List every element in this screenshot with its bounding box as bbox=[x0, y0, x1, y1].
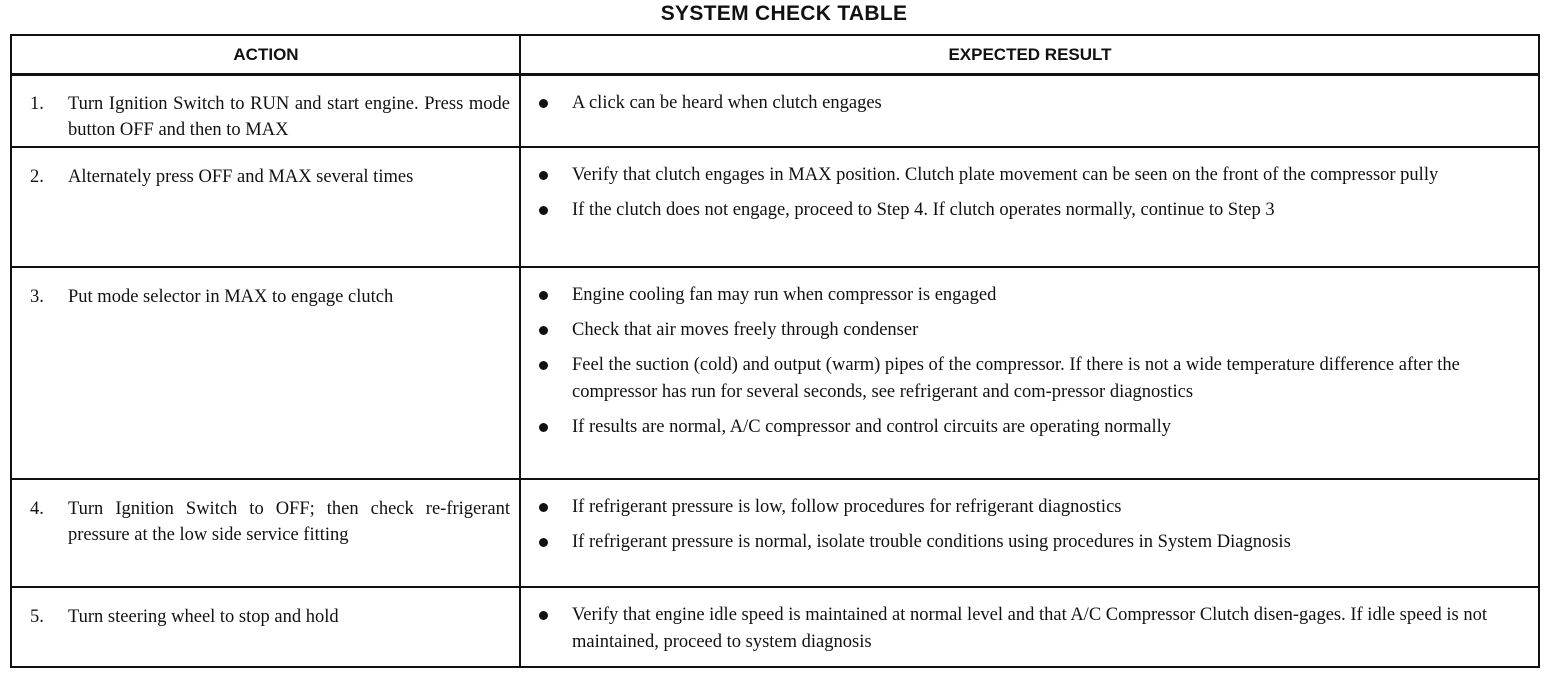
action-cell bbox=[30, 604, 510, 630]
result-cell bbox=[538, 162, 1526, 232]
result-bullet: Engine cooling fan may run when compressor is engaged bbox=[538, 282, 1526, 309]
step-number: 5. bbox=[30, 607, 44, 627]
result-bullet: Check that air moves freely through condenser bbox=[538, 317, 1526, 344]
result-bullet: Feel the suction (cold) and output (warm) pipes of the compressor. If there is not a wide temperature difference after the compressor has run for several seconds, see refrigerant and com-pressor diagnostics bbox=[538, 352, 1526, 406]
table-title: SYSTEM CHECK TABLE bbox=[660, 2, 908, 25]
result-cell bbox=[538, 282, 1526, 449]
table-row bbox=[12, 268, 1538, 480]
action-text: Turn Ignition Switch to OFF; then check re-frigerant pressure at the low side service fitting bbox=[68, 499, 510, 545]
action-text: Turn steering wheel to stop and hold bbox=[68, 607, 339, 627]
result-bullet: If refrigerant pressure is normal, isolate trouble conditions using procedures in System Diagnosis bbox=[538, 529, 1526, 556]
step-number: 2. bbox=[30, 167, 44, 187]
result-bullet: If the clutch does not engage, proceed to Step 4. If clutch operates normally, continue to Step 3 bbox=[538, 197, 1526, 224]
table-row bbox=[12, 588, 1538, 668]
action-text: Put mode selector in MAX to engage clutch bbox=[68, 287, 394, 307]
result-cell bbox=[538, 494, 1526, 564]
action-cell bbox=[30, 284, 510, 310]
result-bullet: Verify that engine idle speed is maintained at normal level and that A/C Compressor Clutch disen-gages. If idle speed is not maintained, proceed to system diagnosis bbox=[538, 602, 1526, 656]
header-action: ACTION bbox=[233, 45, 299, 64]
result-bullet: A click can be heard when clutch engages bbox=[538, 90, 1526, 117]
step-number: 1. bbox=[30, 94, 44, 114]
action-text: Alternately press OFF and MAX several times bbox=[68, 167, 414, 187]
action-cell bbox=[30, 496, 510, 548]
result-cell bbox=[538, 602, 1526, 664]
table-row bbox=[12, 148, 1538, 268]
system-check-table bbox=[10, 34, 1540, 668]
result-bullet: If refrigerant pressure is low, follow procedures for refrigerant diagnostics bbox=[538, 494, 1526, 521]
action-text: Turn Ignition Switch to RUN and start engine. Press mode button OFF and then to MAX bbox=[68, 94, 510, 140]
result-bullet: If results are normal, A/C compressor and control circuits are operating normally bbox=[538, 414, 1526, 441]
action-cell bbox=[30, 91, 510, 143]
header-expected-result: EXPECTED RESULT bbox=[948, 45, 1112, 64]
table-header bbox=[12, 36, 1538, 76]
step-number: 4. bbox=[30, 499, 44, 519]
result-bullet: Verify that clutch engages in MAX position. Clutch plate movement can be seen on the front of the compressor pully bbox=[538, 162, 1526, 189]
result-cell bbox=[538, 90, 1526, 125]
action-cell bbox=[30, 164, 510, 190]
table-row bbox=[12, 76, 1538, 148]
step-number: 3. bbox=[30, 287, 44, 307]
table-row bbox=[12, 480, 1538, 588]
